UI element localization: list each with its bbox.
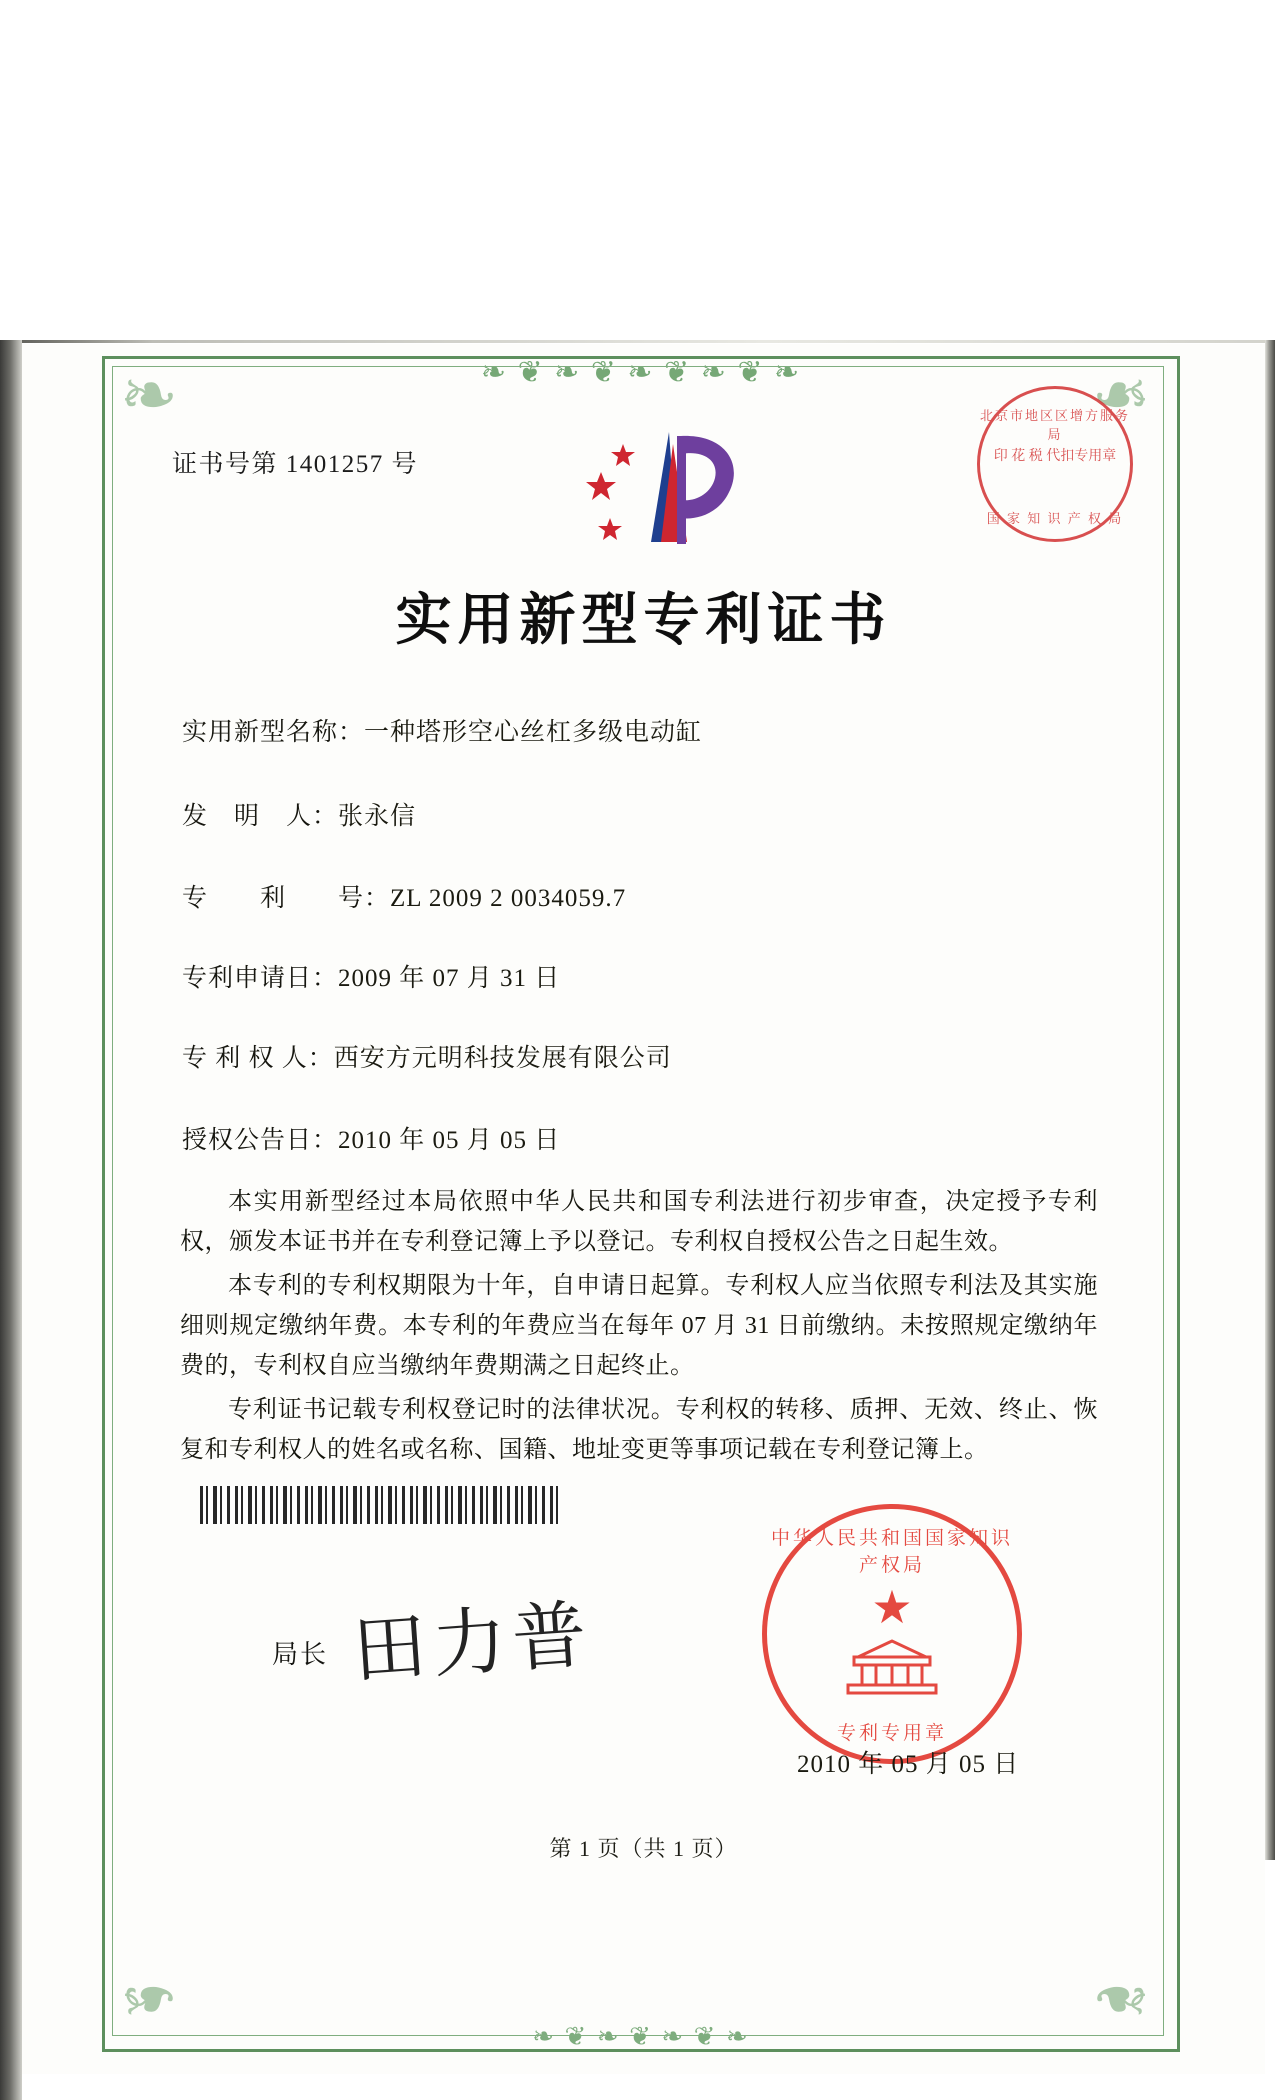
tax-stamp-center-text: 印 花 税 代扣专用章 bbox=[993, 449, 1117, 464]
commissioner-signature: 田力普 bbox=[349, 1591, 596, 1695]
corner-ornament-icon: ❧ bbox=[119, 1959, 179, 2036]
national-emblem-icon bbox=[844, 1635, 940, 1697]
bottom-filigree-ornament: ❧ ❦ ❧ ❦ ❧ ❦ ❧ bbox=[532, 2022, 750, 2051]
body-paragraph: 本实用新型经过本局依照中华人民共和国专利法进行初步审查，决定授予专利权，颁发本证书并在专利登记簿上予以登记。专利权自授权公告之日起生效。 bbox=[180, 1189, 1098, 1255]
corner-ornament-icon: ❧ bbox=[1091, 1959, 1151, 2036]
field-utility-model-name bbox=[182, 712, 702, 748]
field-application-date bbox=[182, 958, 560, 994]
field-grant-announcement-date bbox=[182, 1120, 560, 1156]
issue-date: 2010 年 05 月 05 日 bbox=[797, 1751, 1020, 1778]
field-inventor bbox=[182, 796, 416, 832]
field-patentee bbox=[182, 1038, 672, 1074]
official-seal-bottom-text: 专利专用章 bbox=[836, 1723, 947, 1744]
body-paragraph: 本专利的专利权期限为十年，自申请日起算。专利权人应当依照专利法及其实施细则规定缴纳年费。本专利的年费应当在每年 07 月 31 日前缴纳。未按照规定缴纳年费的，专利权自应当缴纳年费期满之日起终止。 bbox=[180, 1273, 1098, 1379]
field-value: 2010 年 05 月 05 日 bbox=[338, 1127, 561, 1154]
field-label: 专 利 号： bbox=[182, 885, 391, 912]
tax-stamp bbox=[977, 386, 1133, 542]
signature-label: 局长 bbox=[272, 1640, 329, 1669]
sipo-logo-icon bbox=[577, 414, 757, 564]
scan-left-edge bbox=[0, 340, 22, 2100]
field-label: 实用新型名称： bbox=[182, 719, 365, 746]
star-icon: ★ bbox=[871, 1582, 913, 1633]
field-label: 发 明 人： bbox=[182, 803, 339, 830]
field-value: 一种塔形空心丝杠多级电动缸 bbox=[364, 719, 703, 746]
field-label: 专 利 权 人： bbox=[182, 1045, 334, 1072]
tax-stamp-arc-bottom: 国 家 知 识 产 权 局 bbox=[986, 511, 1124, 526]
page-footer: 第 1 页（共 1 页） bbox=[549, 1836, 738, 1861]
field-value: 2009 年 07 月 31 日 bbox=[338, 965, 561, 992]
barcode bbox=[200, 1486, 560, 1524]
top-filigree-ornament: ❧ ❦ ❧ ❦ ❧ ❦ ❧ ❦ ❧ bbox=[480, 356, 802, 389]
body-paragraph: 专利证书记载专利权登记时的法律状况。专利权的转移、质押、无效、终止、恢复和专利权人的姓名或名称、国籍、地址变更等事项记载在专利登记簿上。 bbox=[180, 1397, 1098, 1463]
field-patent-number bbox=[182, 878, 626, 914]
certificate-number: 证书号第 1401257 号 bbox=[172, 451, 419, 478]
field-label: 专利申请日： bbox=[182, 965, 339, 992]
field-label: 授权公告日： bbox=[182, 1127, 339, 1154]
field-value: 张永信 bbox=[338, 803, 417, 830]
tax-stamp-arc-top: 北京市地区区增方服务局 bbox=[980, 408, 1131, 442]
page-title: 实用新型专利证书 bbox=[395, 587, 892, 653]
field-value: 西安方元明科技发展有限公司 bbox=[333, 1045, 672, 1072]
field-value: ZL 2009 2 0034059.7 bbox=[390, 885, 627, 912]
official-seal-top-text: 中华人民共和国国家知识产权局 bbox=[770, 1528, 1013, 1576]
corner-ornament-icon: ❧ bbox=[119, 358, 179, 435]
patent-certificate bbox=[22, 344, 1265, 2074]
scan-right-edge bbox=[1265, 340, 1275, 1860]
official-seal bbox=[762, 1504, 1022, 1764]
corner-ornament-icon: ❧ bbox=[1091, 358, 1151, 435]
